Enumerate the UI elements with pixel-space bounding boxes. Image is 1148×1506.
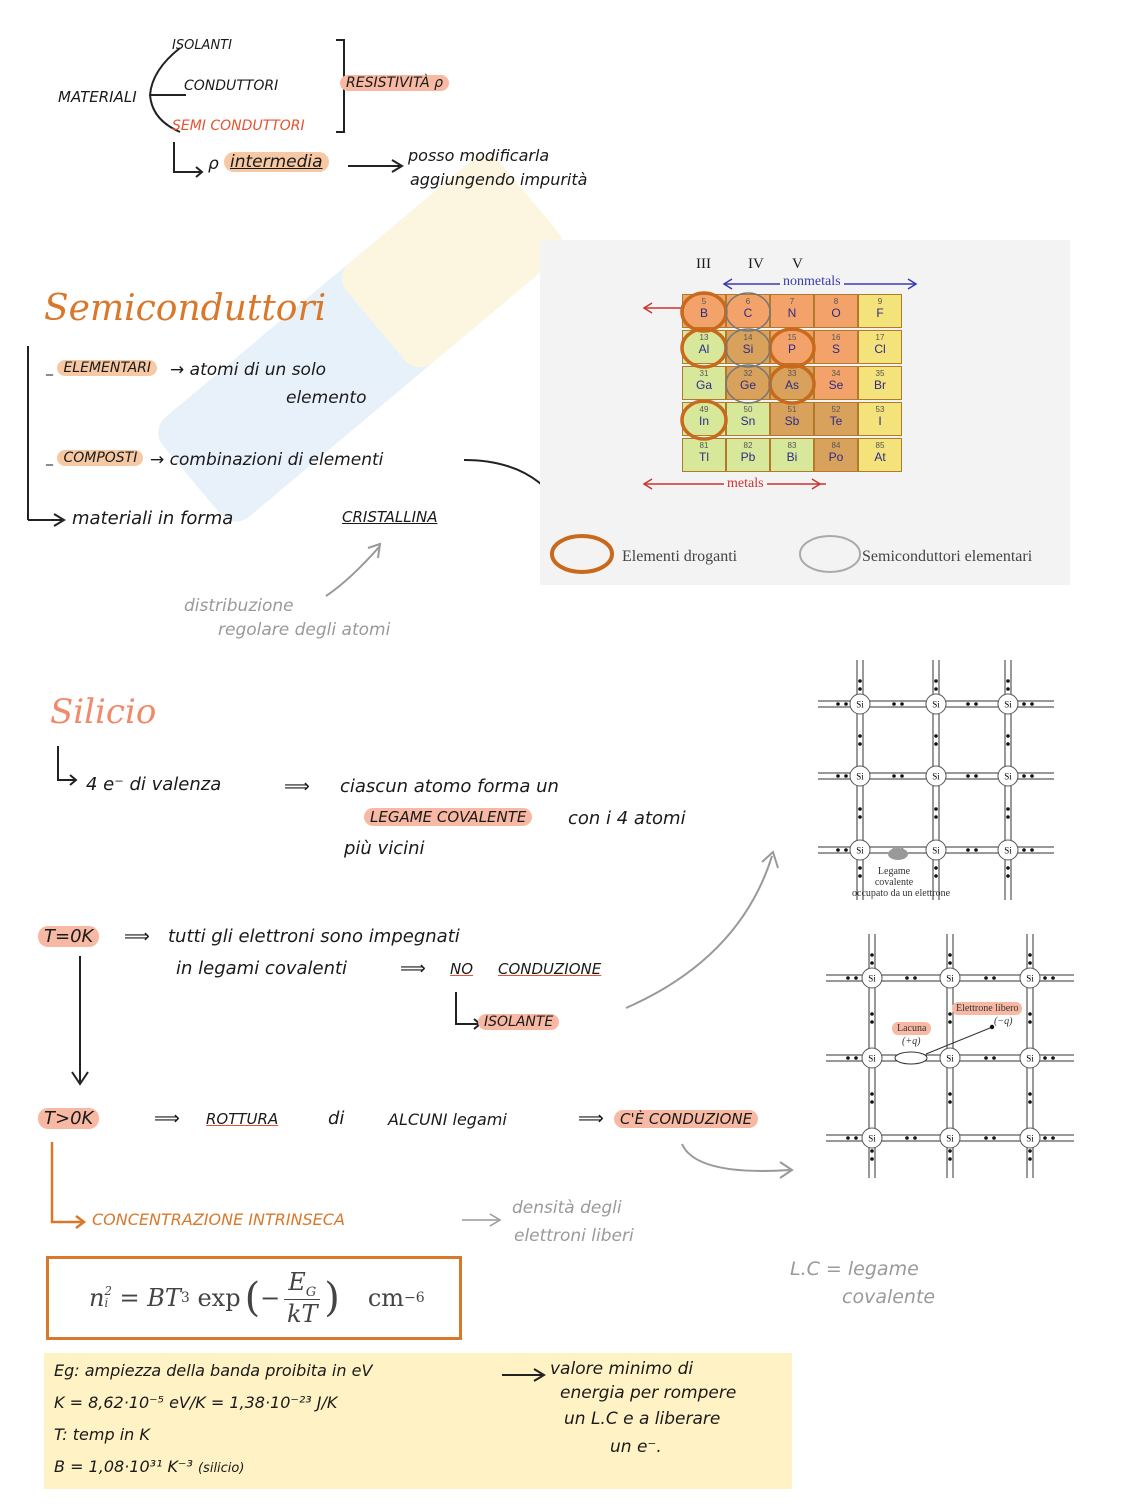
text-densita1: densità degli [512, 1198, 622, 1218]
electron-dot [1006, 874, 1010, 878]
dopant-circle-in [682, 401, 726, 439]
dopant-circle-as [770, 365, 814, 403]
silicon-atom-label: Si [1004, 699, 1012, 710]
label-tgt0: T>0K [38, 1108, 99, 1129]
silicon-atom-label: Si [946, 1133, 954, 1144]
element-symbol: O [831, 306, 841, 320]
text-composti: combinazioni di elementi [169, 450, 384, 470]
element-number: 33 [787, 369, 797, 378]
text-modifica-line1: posso modificarla [408, 146, 550, 165]
note-line1a: Eg: ampiezza della banda proibita in eV [54, 1361, 373, 1380]
electron-dot [913, 976, 917, 980]
label-rottura: ROTTURA [206, 1110, 279, 1128]
text-lc1: L.C = legame [790, 1258, 919, 1280]
electron-dot [870, 961, 874, 965]
electron-dot [984, 976, 988, 980]
arrow-down-icon [66, 954, 96, 1090]
element-number: 82 [743, 441, 753, 450]
hole-marker [895, 1052, 927, 1064]
dopant-circle-b [682, 293, 726, 331]
electron-dot [1006, 742, 1010, 746]
label-legame-covalente: LEGAME COVALENTE [364, 808, 532, 826]
text-densita2: elettroni liberi [514, 1226, 634, 1246]
electron-dot [900, 702, 904, 706]
periodic-table-image [540, 240, 1070, 585]
label-cristallina: CRISTALLINA [342, 508, 438, 526]
label-elettrone-q: (−q) [994, 1016, 1013, 1027]
legend-elementari: Semiconduttori elementari [862, 548, 1033, 565]
electron-dot [900, 774, 904, 778]
title-semiconduttori: Semiconduttori [44, 288, 327, 329]
electron-dot [934, 815, 938, 819]
label-isolanti: ISOLANTI [172, 38, 232, 53]
electron-dot [870, 1020, 874, 1024]
electron-dot [934, 687, 938, 691]
electron-dot [966, 702, 970, 706]
electron-dot [1006, 734, 1010, 738]
label-elettrone-libero: Elettrone libero [952, 1002, 1022, 1015]
label-semiconduttori: SEMI CONDUTTORI [172, 118, 305, 134]
arrow-right-icon [346, 156, 406, 176]
element-symbol: Cl [874, 342, 886, 356]
element-symbol: Sn [740, 414, 756, 428]
electron-dot [854, 1136, 858, 1140]
electron-dot [934, 807, 938, 811]
element-number: 49 [699, 405, 709, 414]
electron-dot [854, 1056, 858, 1060]
note-line2b: energia per rompere [560, 1383, 737, 1403]
note-line3a: T: temp in K [54, 1425, 150, 1444]
electron-dot [905, 976, 909, 980]
label-concentrazione: CONCENTRAZIONE INTRINSECA [92, 1210, 345, 1229]
electron-dot [1022, 848, 1026, 852]
gray-curved-arrow-right-icon [676, 1140, 800, 1190]
element-number: 53 [875, 405, 885, 414]
electron-dot [1028, 953, 1032, 957]
note-line2a: K = 8,62·10⁻⁵ eV/K = 1,38·10⁻²³ J/K [54, 1393, 338, 1412]
text-valenza: 4 e⁻ di valenza [86, 774, 222, 795]
electron-dot [1006, 679, 1010, 683]
electron-dot [1006, 866, 1010, 870]
element-symbol: Se [828, 378, 844, 392]
element-symbol: Tl [699, 450, 709, 464]
electron-dot [1028, 1092, 1032, 1096]
label-composti: COMPOSTI [57, 450, 143, 466]
text-di: di [328, 1108, 345, 1129]
element-number: 17 [875, 333, 885, 342]
silicon-atom-label: Si [1004, 771, 1012, 782]
silicon-atom-label: Si [1004, 845, 1012, 856]
electron-dot [1006, 815, 1010, 819]
electron-dot [870, 1092, 874, 1096]
electron-dot [1043, 1136, 1047, 1140]
silicon-atom-label: Si [946, 1053, 954, 1064]
electron-dot [1006, 687, 1010, 691]
label-isolante: ISOLANTE [478, 1014, 559, 1030]
electron-dot [984, 1056, 988, 1060]
electron-dot [992, 1056, 996, 1060]
text-con4: con i 4 atomi [568, 808, 686, 829]
electron-dot [948, 1020, 952, 1024]
label-materiali: MATERIALI [58, 88, 137, 106]
element-symbol: At [874, 450, 886, 464]
label-lacuna-q: (+q) [902, 1036, 921, 1047]
silicon-lattice-diagram [818, 660, 1054, 900]
element-symbol: C [743, 306, 753, 320]
label-conduttori: CONDUTTORI [184, 78, 279, 94]
title-silicio: Silicio [50, 692, 157, 732]
text-vicini: più vicini [344, 838, 425, 859]
text-elemento: elemento [286, 388, 367, 408]
electron-dot [858, 815, 862, 819]
legend-orange-circle-icon [548, 532, 618, 576]
electron-dot [913, 1136, 917, 1140]
electron-dot [836, 702, 840, 706]
element-symbol: As [784, 378, 799, 392]
silicon-atom-label: Si [1026, 1053, 1034, 1064]
element-number: 6 [745, 297, 751, 306]
element-symbol: Al [698, 342, 710, 356]
formula-box: n 2 i = BT 3 exp ( − $\frac{E_G}{kT}$ ) cm −6 [46, 1256, 462, 1340]
element-number: 81 [699, 441, 709, 450]
element-symbol: F [876, 306, 884, 320]
electron-dot [858, 734, 862, 738]
element-symbol: N [787, 306, 797, 320]
silicon-atom-label: Si [1026, 1133, 1034, 1144]
element-number: 51 [787, 405, 797, 414]
legend-droganti: Elementi droganti [622, 548, 738, 565]
label-ce-conduzione: C'È CONDUZIONE [614, 1110, 758, 1128]
group-label-iv: IV [748, 256, 764, 272]
electron-dot [1028, 1020, 1032, 1024]
electron-dot [858, 742, 862, 746]
text-elementari: atomi di un solo [189, 360, 327, 380]
gray-arrow-icon [320, 540, 390, 600]
group-label-v: V [792, 256, 803, 272]
electron-dot [1028, 1149, 1032, 1153]
element-cell-i [858, 402, 902, 436]
element-number: 8 [833, 297, 839, 306]
element-cell-f [858, 294, 902, 328]
electron-dot [974, 848, 978, 852]
silicon-atom-label: Si [932, 699, 940, 710]
label-elementari: ELEMENTARI [57, 360, 157, 376]
electron-dot [870, 1012, 874, 1016]
electron-dot [1030, 774, 1034, 778]
electron-dot [1043, 976, 1047, 980]
electron-dot [1051, 976, 1055, 980]
silicon-atom-label: Si [868, 1053, 876, 1064]
element-cell-br [858, 366, 902, 400]
gray-curved-arrow-up-icon [620, 848, 790, 1018]
electron-dot [992, 976, 996, 980]
electron-dot [836, 774, 840, 778]
text-t0-line2: in legami covalenti [176, 958, 348, 979]
electron-dot [934, 742, 938, 746]
electron-dot [1043, 1056, 1047, 1060]
element-symbol: I [878, 414, 882, 428]
electron-dot [1051, 1056, 1055, 1060]
electron-dot [844, 774, 848, 778]
silicon-atom-label: Si [856, 699, 864, 710]
silicon-atom-label: Si [932, 771, 940, 782]
lattice1-caption: Legame covalente occupato da un elettrone [852, 866, 951, 899]
silicon-atom-label: Si [856, 771, 864, 782]
silicon-lattice-broken-bond-diagram [826, 934, 1074, 1178]
text-materiali-forma: materiali in forma [72, 508, 234, 529]
element-number: 5 [701, 297, 707, 306]
element-symbol: Pb [740, 450, 756, 464]
electron-dot [870, 1100, 874, 1104]
label-nonmetals: nonmetals [780, 274, 844, 290]
electron-dot [892, 774, 896, 778]
electron-dot [858, 807, 862, 811]
text-modifica-line2: aggiungendo impurità [410, 170, 588, 189]
label-conduzione: CONDUZIONE [498, 960, 602, 978]
electron-dot [974, 702, 978, 706]
elemental-circle-si [726, 329, 770, 367]
electron-dot [934, 679, 938, 683]
element-number: 16 [831, 333, 841, 342]
element-circles-overlay [540, 240, 860, 480]
element-symbol: Te [829, 414, 843, 428]
text-distribuzione2: regolare degli atomi [218, 620, 391, 640]
group-label-iii: III [696, 256, 711, 272]
electron-dot [1051, 1136, 1055, 1140]
note-line3b: un L.C e a liberare [564, 1409, 721, 1429]
electron-dot [948, 1100, 952, 1104]
element-number: 9 [877, 297, 883, 306]
arrow-down-right-orange-icon [40, 1140, 90, 1236]
element-number: 15 [787, 333, 797, 342]
electron-dot [948, 1149, 952, 1153]
silicon-atom-label: Si [946, 973, 954, 984]
arrow-down-right-icon-2 [52, 744, 82, 790]
electron-dot [1030, 848, 1034, 852]
note-line1b: valore minimo di [550, 1359, 694, 1379]
element-symbol: Ge [739, 378, 756, 392]
label-resistivita: RESISTIVITÀ ρ [340, 75, 449, 91]
elemental-circle-ge [726, 365, 770, 403]
element-number: 84 [831, 441, 841, 450]
electron-dot [1028, 1100, 1032, 1104]
label-intermedia: intermedia [224, 152, 329, 172]
electron-dot [1022, 774, 1026, 778]
rho-symbol: ρ [208, 154, 219, 174]
legend-gray-circle-icon [796, 532, 866, 576]
electron-dot [992, 1136, 996, 1140]
electron-dot [948, 1157, 952, 1161]
element-number: 83 [787, 441, 797, 450]
element-number: 52 [831, 405, 841, 414]
text-lc2: covalente [842, 1286, 936, 1308]
element-number: 32 [743, 369, 753, 378]
note-arrow-icon [500, 1365, 548, 1385]
text-t0-line1: tutti gli elettroni sono impegnati [168, 926, 460, 947]
highlighted-bond [888, 848, 908, 860]
element-symbol: Br [874, 378, 886, 392]
text-ciascun: ciascun atomo forma un [340, 776, 559, 797]
electron-dot [905, 1136, 909, 1140]
electron-dot [974, 774, 978, 778]
label-t0: T=0K [38, 926, 99, 947]
silicon-atom-label: Si [868, 1133, 876, 1144]
element-number: 13 [699, 333, 709, 342]
element-symbol: Si [742, 342, 754, 356]
electron-dot [948, 961, 952, 965]
label-lacuna: Lacuna [892, 1022, 931, 1035]
electron-path-line [926, 1028, 990, 1054]
electron-dot [858, 687, 862, 691]
element-symbol: S [831, 342, 840, 356]
electron-dot [846, 976, 850, 980]
electron-dot [948, 1012, 952, 1016]
electron-dot [854, 976, 858, 980]
electron-dot [858, 679, 862, 683]
element-number: 31 [699, 369, 709, 378]
silicon-atom-label: Si [932, 845, 940, 856]
element-symbol: B [699, 306, 708, 320]
element-number: 50 [743, 405, 753, 414]
silicon-atom-label: Si [868, 973, 876, 984]
electron-dot [1022, 702, 1026, 706]
electron-dot [966, 774, 970, 778]
electron-dot [1028, 1012, 1032, 1016]
text-alcuni: ALCUNI legami [388, 1110, 507, 1129]
element-symbol: In [698, 414, 709, 428]
elemental-circle-c [726, 293, 770, 331]
text-distribuzione1: distribuzione [184, 596, 294, 616]
electron-dot [984, 1136, 988, 1140]
element-cell-cl [858, 330, 902, 364]
silicon-atom-label: Si [856, 845, 864, 856]
label-no: NO [450, 960, 474, 978]
electron-dot [836, 848, 840, 852]
electron-dot [846, 1136, 850, 1140]
note-line4b: un e⁻. [610, 1437, 662, 1457]
dopant-circle-al [682, 329, 726, 367]
label-metals: metals [724, 476, 767, 492]
electron-dot [1006, 807, 1010, 811]
electron-dot [934, 734, 938, 738]
silicon-atom-label: Si [1026, 973, 1034, 984]
electron-dot [948, 1092, 952, 1096]
electron-dot [1030, 702, 1034, 706]
electron-dot [846, 1056, 850, 1060]
electron-dot [844, 702, 848, 706]
element-number: 7 [789, 297, 795, 306]
electron-dot [1028, 961, 1032, 965]
note-line4a-sub: (silicio) [197, 1461, 245, 1476]
element-number: 14 [743, 333, 753, 342]
electron-dot [1028, 1157, 1032, 1161]
arrow-down-right-icon [168, 140, 208, 180]
element-cell-at [858, 438, 902, 472]
electron-dot [948, 953, 952, 957]
electron-dot [844, 848, 848, 852]
gray-arrow-right-icon [460, 1210, 504, 1230]
electron-dot [870, 1149, 874, 1153]
dopant-circle-p [770, 329, 814, 367]
note-line4a: B = 1,08·10³¹ K⁻³ [54, 1457, 193, 1476]
element-symbol: Bi [786, 450, 798, 464]
element-number: 35 [875, 369, 885, 378]
notes-box [44, 1353, 792, 1489]
element-symbol: Sb [784, 414, 800, 428]
element-symbol: Ga [695, 378, 712, 392]
element-symbol: P [787, 342, 796, 356]
electron-dot [870, 1157, 874, 1161]
element-symbol: Po [828, 450, 844, 464]
electron-dot [966, 848, 970, 852]
element-number: 34 [831, 369, 841, 378]
element-number: 85 [875, 441, 885, 450]
electron-dot [870, 953, 874, 957]
electron-dot [892, 702, 896, 706]
